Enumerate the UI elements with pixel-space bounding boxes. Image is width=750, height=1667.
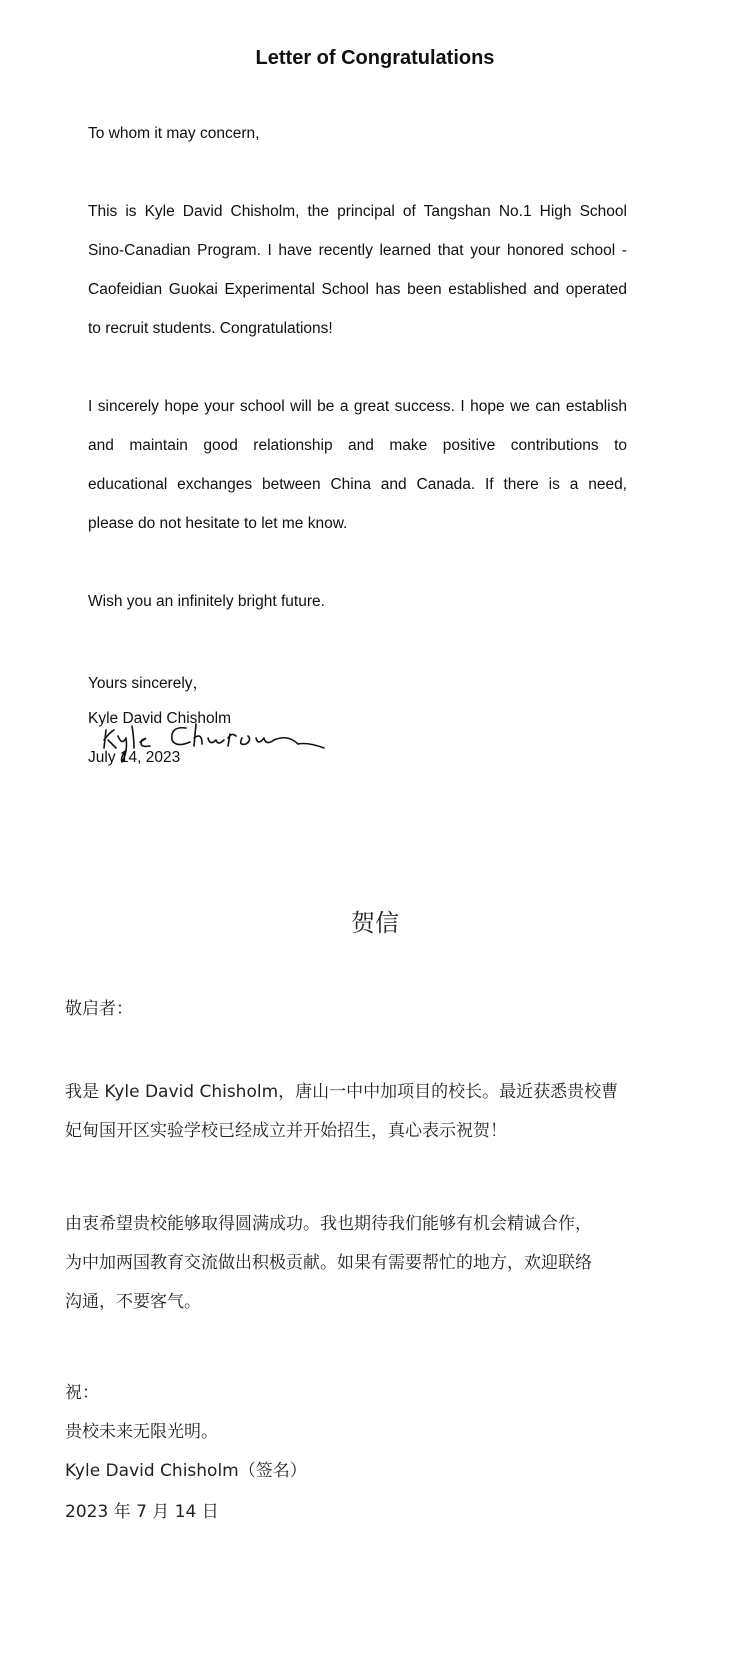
- letter-title: Letter of Congratulations: [255, 47, 495, 69]
- wish-label-zh: 祝：: [65, 1383, 99, 1403]
- signer-name: Kyle David Chisholm: [88, 710, 231, 727]
- letter-title-zh: 贺信: [351, 909, 399, 937]
- letter-date: July 14, 2023: [88, 749, 181, 766]
- paragraph-line-zh: 沟通，不要客气。: [65, 1292, 201, 1312]
- paragraph-line: please do not hesitate to let me know.: [88, 515, 348, 532]
- paragraph-line: Caofeidian Guokai Experimental School has been established and operated: [88, 281, 627, 298]
- closing-text: Yours sincerely，: [88, 675, 209, 692]
- salutation: To whom it may concern,: [88, 125, 260, 142]
- paragraph-line: This is Kyle David Chisholm, the principal of Tangshan No.1 High School: [88, 203, 627, 220]
- paragraph-line-zh: 我是 Kyle David Chisholm，唐山一中中加项目的校长。最近获悉贵校曹: [65, 1082, 619, 1102]
- paragraph-line-zh: 为中加两国教育交流做出积极贡献。如果有需要帮忙的地方，欢迎联络: [65, 1253, 592, 1273]
- wish-text-zh: 贵校未来无限光明。: [65, 1422, 218, 1442]
- paragraph-line: and maintain good relationship and make positive contributions to: [88, 437, 627, 454]
- signer-name-zh: Kyle David Chisholm（签名）: [65, 1461, 307, 1481]
- paragraph-line: to recruit students. Congratulations!: [88, 320, 333, 337]
- paragraph-line-zh: 由衷希望贵校能够取得圆满成功。我也期待我们能够有机会精诚合作，: [65, 1214, 592, 1234]
- salutation-zh: 敬启者：: [65, 999, 133, 1019]
- paragraph-line-zh: 妃甸国开区实验学校已经成立并开始招生，真心表示祝贺！: [65, 1121, 507, 1141]
- paragraph-line: I sincerely hope your school will be a great success. I hope we can establish: [88, 398, 627, 415]
- paragraph-line: Sino-Canadian Program. I have recently learned that your honored school -: [88, 242, 627, 259]
- signature-icon: [98, 718, 338, 768]
- wish-text: Wish you an infinitely bright future.: [88, 593, 325, 610]
- letter-date-zh: 2023 年 7 月 14 日: [65, 1502, 219, 1522]
- paragraph-line: educational exchanges between China and Canada. If there is a need,: [88, 476, 627, 493]
